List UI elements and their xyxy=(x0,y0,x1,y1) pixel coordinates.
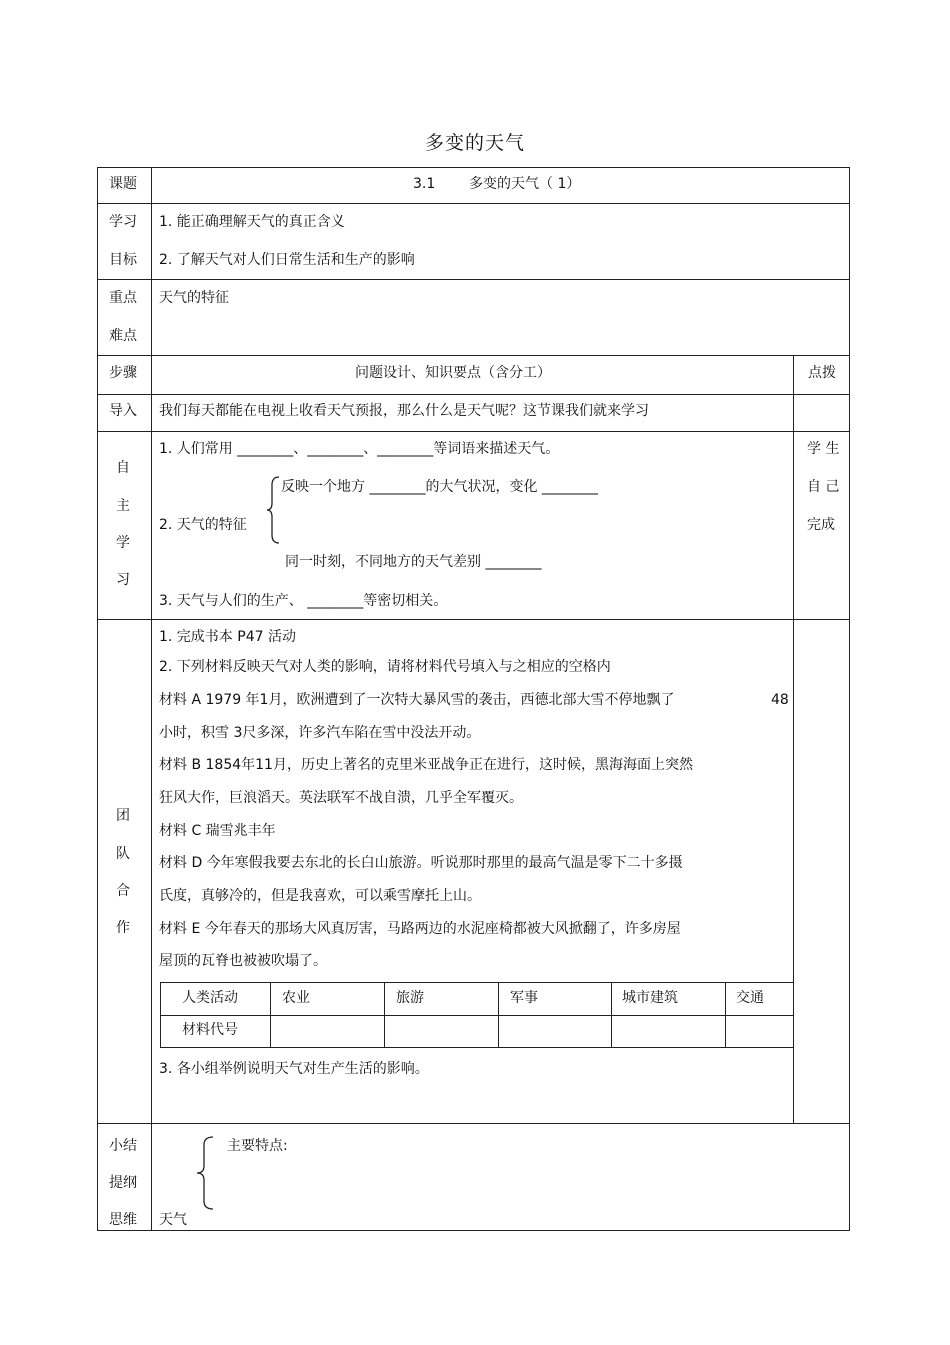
label-column-divider xyxy=(151,167,152,1231)
row-divider xyxy=(97,279,850,280)
curly-brace-icon xyxy=(265,475,281,545)
row-label-summary: 小结 xyxy=(109,1138,137,1154)
row-label-self-study-char: 习 xyxy=(116,572,130,588)
inner-table-line xyxy=(725,982,726,1048)
row-label-focus-1: 重点 xyxy=(109,290,137,306)
row-label-teamwork-char: 作 xyxy=(116,920,130,936)
inner-table-line xyxy=(160,982,161,1048)
summary-root: 天气 xyxy=(159,1212,187,1228)
row-divider xyxy=(97,355,850,356)
row-label-teamwork-char: 队 xyxy=(116,846,130,862)
page-title: 多变的天气 xyxy=(424,132,525,154)
row-label-self-study-char: 自 xyxy=(116,460,130,476)
intro-text: 我们每天都能在电视上收看天气预报，那么什么是天气呢？这节课我们就来学习 xyxy=(159,403,649,419)
row-label-goals-2: 目标 xyxy=(109,252,137,268)
material-line: 小时，积雪 3尺多深，许多汽车陷在雪中没法开动。 xyxy=(159,725,481,741)
material-line: 材料 C 瑞雪兆丰年 xyxy=(159,823,276,839)
row-divider xyxy=(97,203,850,204)
row-divider xyxy=(97,394,850,395)
focus-text: 天气的特征 xyxy=(159,290,229,306)
topic-number: 3.1 xyxy=(413,176,436,192)
row-label-topic: 课题 xyxy=(109,176,137,192)
inner-table-line xyxy=(160,982,794,983)
material-line: 氏度，真够冷的，但是我喜欢，可以乘雪摩托上山。 xyxy=(159,888,481,904)
topic-title: 多变的天气（ 1） xyxy=(469,176,581,192)
row-divider xyxy=(97,431,850,432)
row-label-teamwork-char: 合 xyxy=(116,883,130,899)
inner-table-line xyxy=(160,1047,794,1048)
row-label-summary: 思维 xyxy=(109,1212,137,1228)
teamwork-q3: 3. 各小组举例说明天气对生产生活的影响。 xyxy=(159,1061,429,1077)
inner-table-line xyxy=(384,982,385,1048)
self-study-q2-a: 反映一个地方 ________的大气状况，变化 ________ xyxy=(281,479,598,495)
row-divider xyxy=(97,619,850,620)
row-label-summary: 提纲 xyxy=(109,1175,137,1191)
row-label-teamwork-char: 团 xyxy=(116,808,130,824)
inner-table-line xyxy=(611,982,612,1048)
goal-item: 2. 了解天气对人们日常生活和生产的影响 xyxy=(159,252,415,268)
table-border-left xyxy=(97,167,98,1231)
material-line: 48 xyxy=(771,692,789,708)
steps-header: 问题设计、知识要点（含分工） xyxy=(355,365,551,381)
table-border-top xyxy=(97,167,850,168)
hint-line: 自 己 xyxy=(807,479,840,495)
material-line: 屋顶的瓦脊也被被吹塌了。 xyxy=(159,953,327,969)
activity-header: 交通 xyxy=(736,990,764,1006)
row-label-self-study-char: 主 xyxy=(116,498,130,514)
hint-line: 学 生 xyxy=(807,441,840,457)
teamwork-q1: 1. 完成书本 P47 活动 xyxy=(159,629,296,645)
row-label-steps: 步骤 xyxy=(109,365,137,381)
activity-row-label: 材料代号 xyxy=(182,1022,238,1038)
lesson-plan-table xyxy=(97,167,850,1231)
self-study-q1: 1. 人们常用 ________、________、________等词语来描述天气。 xyxy=(159,441,560,457)
goal-item: 1. 能正确理解天气的真正含义 xyxy=(159,214,345,230)
curly-brace-icon xyxy=(195,1135,215,1211)
inner-table-line xyxy=(498,982,499,1048)
row-divider xyxy=(97,1123,850,1124)
teamwork-q2: 2. 下列材料反映天气对人类的影响，请将材料代号填入与之相应的空格内 xyxy=(159,659,611,675)
table-border-right xyxy=(849,167,850,1231)
row-label-intro: 导入 xyxy=(109,403,137,419)
activity-header: 旅游 xyxy=(396,990,424,1006)
row-label-focus-2: 难点 xyxy=(109,328,137,344)
activity-table xyxy=(160,982,794,1048)
material-line: 材料 D 今年寒假我要去东北的长白山旅游。听说那时那里的最高气温是零下二十多摄 xyxy=(159,855,683,871)
self-study-q3: 3. 天气与人们的生产、 ________等密切相关。 xyxy=(159,593,448,609)
material-line: 狂风大作，巨浪滔天。英法联军不战自溃，几乎全军覆灭。 xyxy=(159,790,523,806)
self-study-q2-label: 2. 天气的特征 xyxy=(159,517,247,533)
material-line: 材料 A 1979 年1月，欧洲遭到了一次特大暴风雪的袭击，西德北部大雪不停地飘了 xyxy=(159,692,675,708)
activity-header: 人类活动 xyxy=(182,990,238,1006)
table-border-bottom xyxy=(97,1230,850,1231)
activity-header: 军事 xyxy=(510,990,538,1006)
hint-line: 完成 xyxy=(807,517,835,533)
material-line: 材料 E 今年春天的那场大风真厉害，马路两边的水泥座椅都被大风掀翻了，许多房屋 xyxy=(159,921,681,937)
hint-header: 点拨 xyxy=(808,365,836,381)
activity-header: 农业 xyxy=(282,990,310,1006)
row-label-goals-1: 学习 xyxy=(109,214,137,230)
inner-table-line xyxy=(160,1015,794,1016)
row-label-self-study-char: 学 xyxy=(116,535,130,551)
activity-header: 城市建筑 xyxy=(622,990,678,1006)
inner-table-line xyxy=(270,982,271,1048)
material-line: 材料 B 1854年11月，历史上著名的克里米亚战争正在进行，这时候，黑海海面上突然 xyxy=(159,757,693,773)
summary-feature: 主要特点: xyxy=(227,1138,288,1154)
self-study-q2-b: 同一时刻，不同地方的天气差别 ________ xyxy=(285,554,542,570)
